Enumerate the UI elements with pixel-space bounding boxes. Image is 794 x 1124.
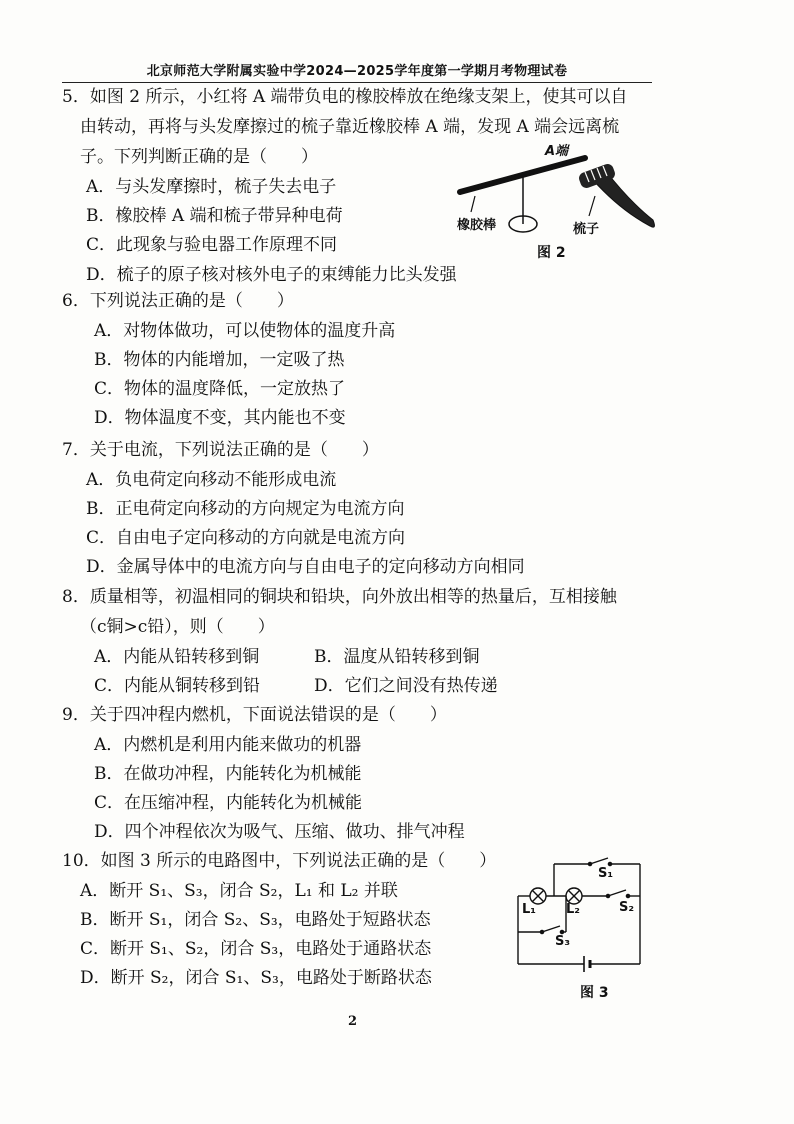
q9-option-b[interactable]: B．在做功冲程，内能转化为机械能 <box>94 764 362 784</box>
fig3-label-s2: S₂ <box>619 900 635 915</box>
switch-s2 <box>608 890 626 896</box>
switch-s3 <box>542 926 560 932</box>
q5-stem-line-2: 由转动，再将与头发摩擦过的梳子靠近橡胶棒 A 端，发现 A 端会远离梳 <box>80 117 620 137</box>
fig2-label-comb: 梳子 <box>573 222 600 237</box>
q7-option-a[interactable]: A．负电荷定向移动不能形成电流 <box>86 470 337 490</box>
exam-header: 北京师范大学附属实验中学2024—2025学年度第一学期月考物理试卷 <box>62 60 652 83</box>
fig3-caption: 图 3 <box>580 985 609 1001</box>
q5-option-b[interactable]: B．橡胶棒 A 端和梳子带异种电荷 <box>86 206 343 226</box>
q10-stem: 10．如图 3 所示的电路图中，下列说法正确的是（ ） <box>62 851 497 871</box>
q6-option-c[interactable]: C．物体的温度降低，一定放热了 <box>94 379 346 399</box>
q9-option-c[interactable]: C．在压缩冲程，内能转化为机械能 <box>94 793 363 813</box>
q5-option-a[interactable]: A．与头发摩擦时，梳子失去电子 <box>86 177 337 197</box>
q10-option-a[interactable]: A．断开 S₁、S₃，闭合 S₂，L₁ 和 L₂ 并联 <box>80 881 398 901</box>
q10-option-b[interactable]: B．断开 S₁，闭合 S₂、S₃，电路处于短路状态 <box>80 910 431 930</box>
fig3-label-s1: S₁ <box>598 866 614 881</box>
q7-option-b[interactable]: B．正电荷定向移动的方向规定为电流方向 <box>86 499 405 519</box>
q7-option-c[interactable]: C．自由电子定向移动的方向就是电流方向 <box>86 528 406 548</box>
q8-option-b[interactable]: B．温度从铅转移到铜 <box>314 647 480 667</box>
q5-option-c[interactable]: C．此现象与验电器工作原理不同 <box>86 235 338 255</box>
q6-option-a[interactable]: A．对物体做功，可以使物体的温度升高 <box>94 321 396 341</box>
fig3-label-s3: S₃ <box>555 934 571 949</box>
q9-option-d[interactable]: D．四个冲程依次为吸气、压缩、做功、排气冲程 <box>94 822 465 842</box>
q8-option-c[interactable]: C．内能从铜转移到铅 <box>94 676 261 696</box>
q7-option-d[interactable]: D．金属导体中的电流方向与自由电子的定向移动方向相同 <box>86 557 525 577</box>
q8-stem-line-1: 8．质量相等，初温相同的铜块和铅块，向外放出相等的热量后，互相接触 <box>62 587 617 607</box>
q5-stem-line-3: 子。下列判断正确的是（ ） <box>80 147 318 167</box>
fig3-label-l1: L₁ <box>522 902 536 917</box>
q6-stem: 6．下列说法正确的是（ ） <box>62 291 294 311</box>
q6-option-b[interactable]: B．物体的内能增加，一定吸了热 <box>94 350 345 370</box>
q5-stem-line-1: 5．如图 2 所示，小红将 A 端带负电的橡胶棒放在绝缘支架上，使其可以自 <box>62 87 628 107</box>
fig2-caption: 图 2 <box>537 245 566 261</box>
q7-stem: 7．关于电流，下列说法正确的是（ ） <box>62 440 379 460</box>
switch-s1 <box>590 858 608 864</box>
q8-option-a[interactable]: A．内能从铅转移到铜 <box>94 647 260 667</box>
page-number: 2 <box>348 1014 358 1029</box>
q10-option-c[interactable]: C．断开 S₁、S₂，闭合 S₃，电路处于通路状态 <box>80 939 432 959</box>
q5-option-d[interactable]: D．梳子的原子核对核外电子的束缚能力比头发强 <box>86 265 457 285</box>
q9-stem: 9．关于四冲程内燃机，下面说法错误的是（ ） <box>62 705 447 725</box>
fig2-label-rod: 橡胶棒 <box>457 218 497 233</box>
q10-option-d[interactable]: D．断开 S₂，闭合 S₁、S₃，电路处于断路状态 <box>80 968 432 988</box>
q9-option-a[interactable]: A．内燃机是利用内能来做功的机器 <box>94 735 362 755</box>
fig2-label-a-end: A端 <box>545 144 569 159</box>
q8-option-d[interactable]: D．它们之间没有热传递 <box>314 676 498 696</box>
fig3-label-l2: L₂ <box>566 902 580 917</box>
q8-stem-line-2: （c铜>c铅），则（ ） <box>80 617 275 637</box>
q6-option-d[interactable]: D．物体温度不变，其内能也不变 <box>94 408 346 428</box>
